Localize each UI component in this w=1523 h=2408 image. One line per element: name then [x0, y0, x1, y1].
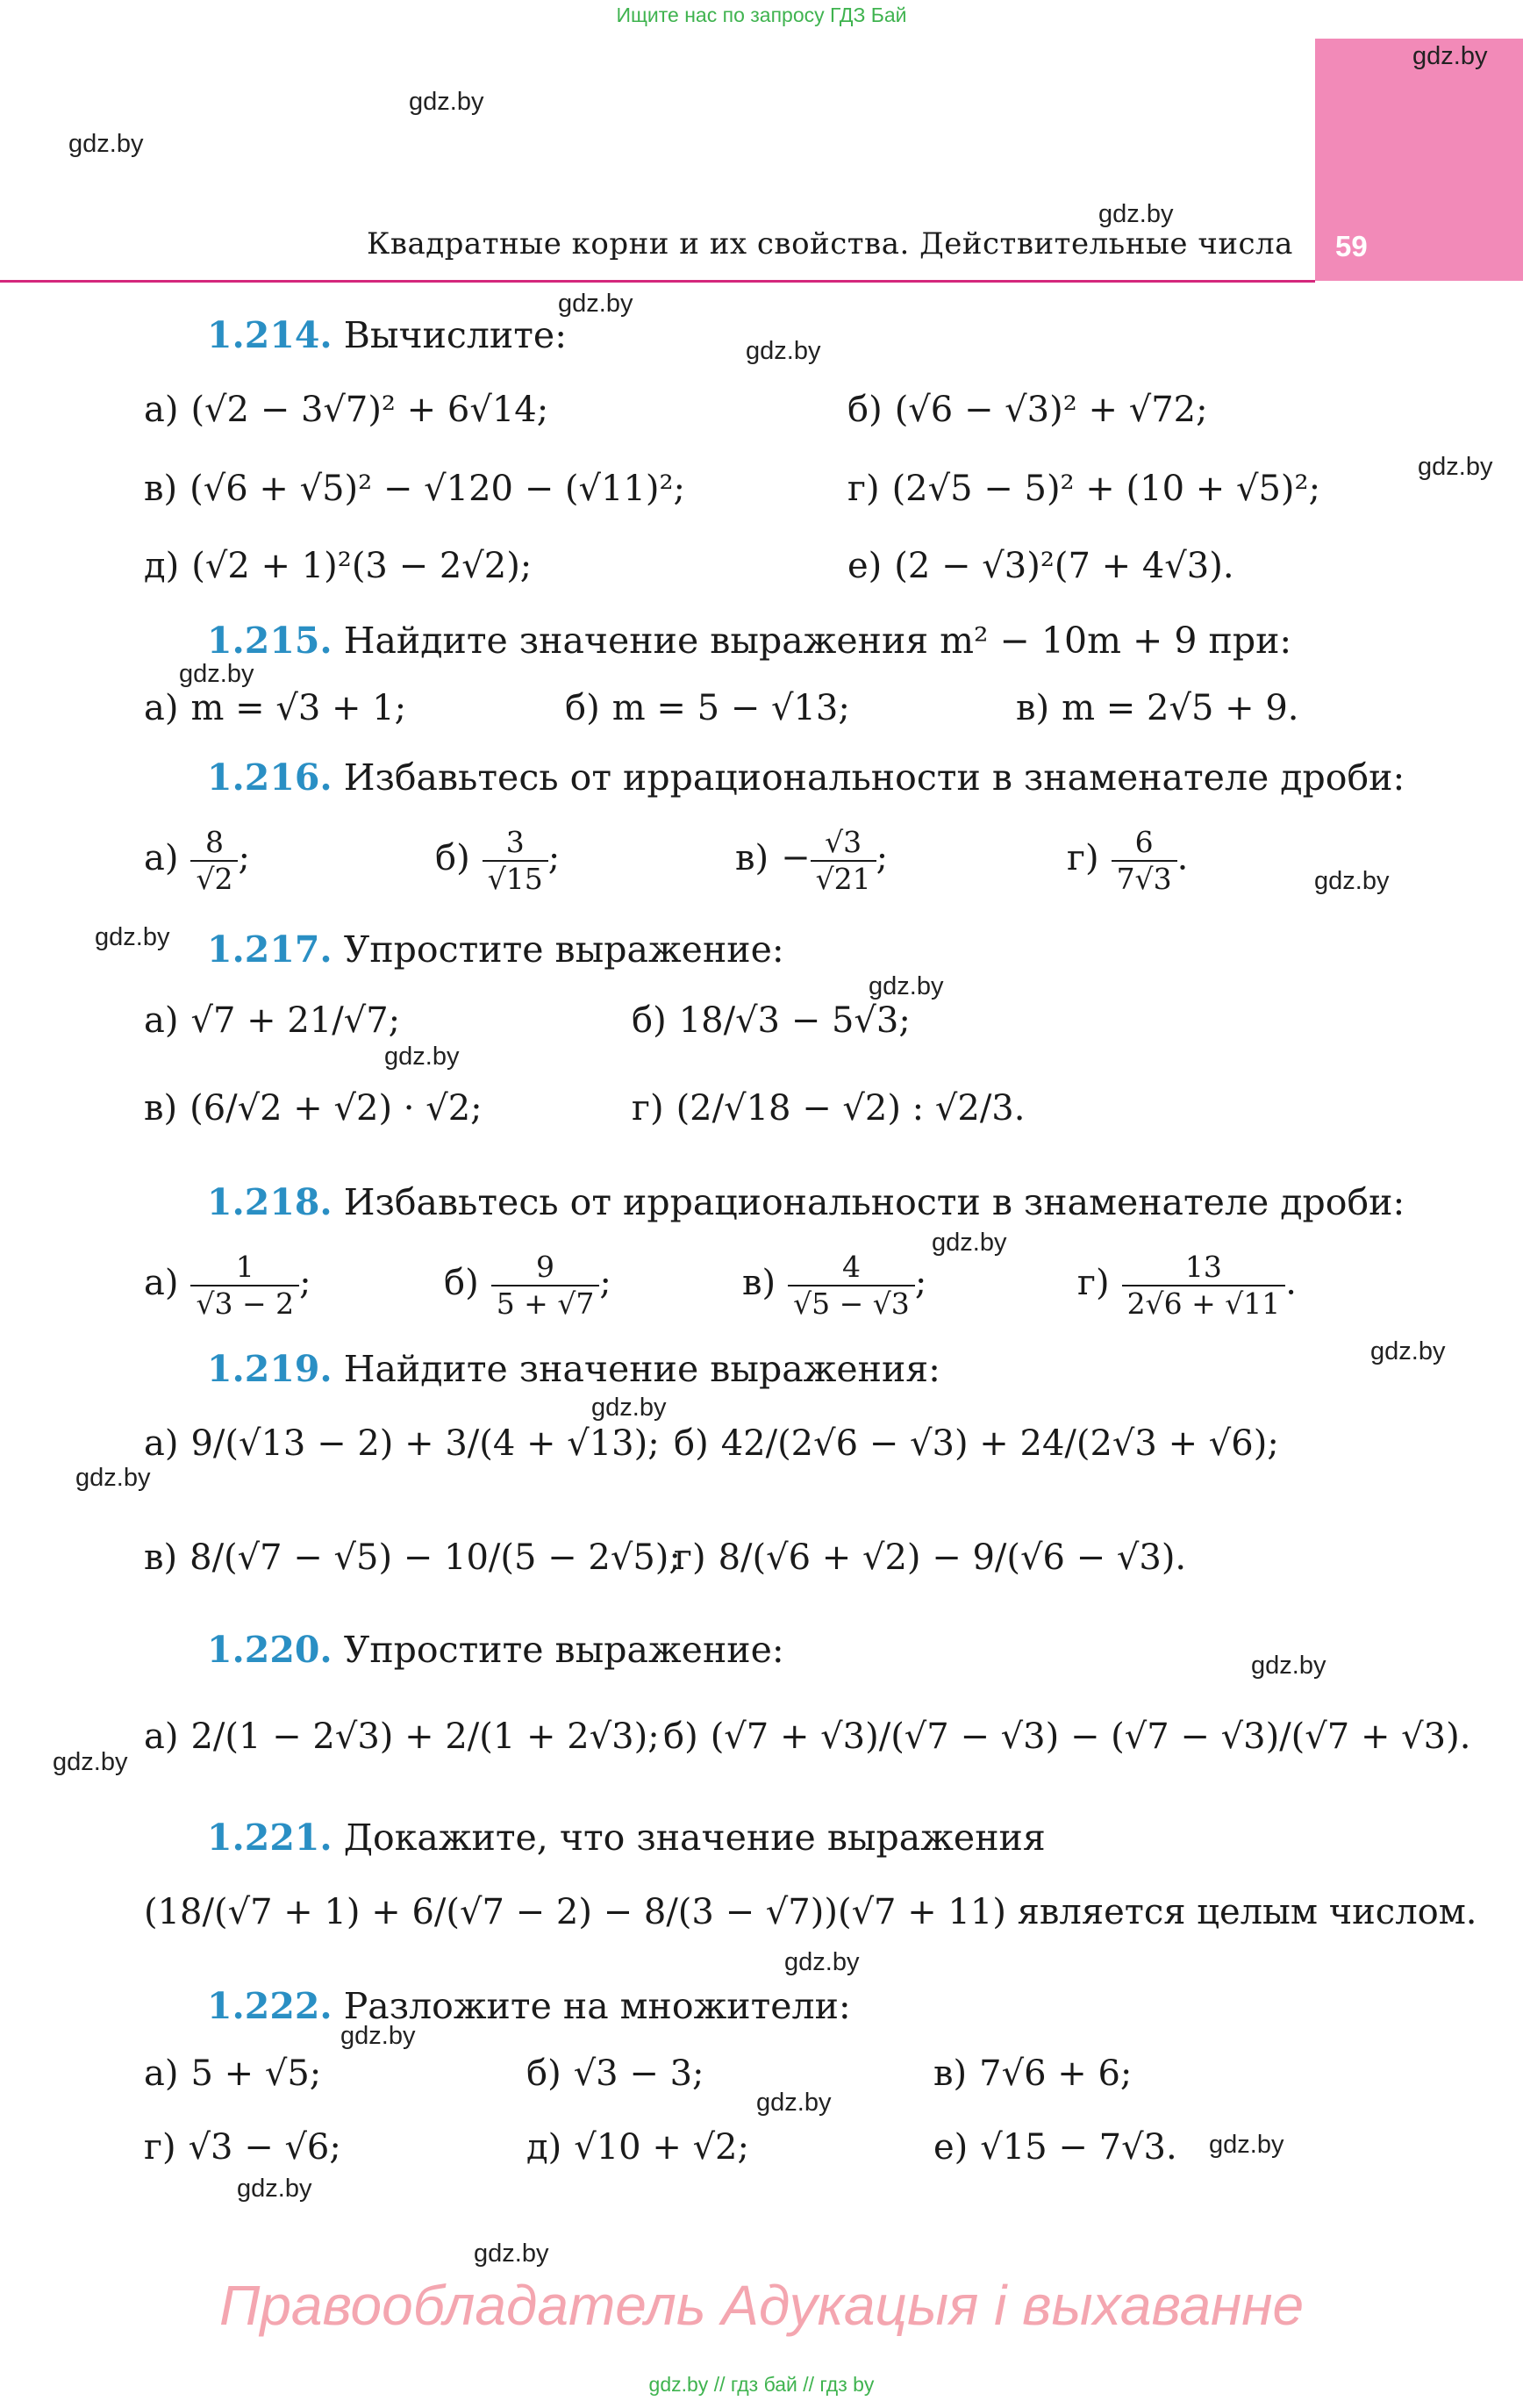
task-item: а) 5 + √5;	[144, 2053, 322, 2094]
task-item: е) √15 − 7√3.	[933, 2127, 1177, 2168]
task-item: (18/(√7 + 1) + 6/(√7 − 2) − 8/(3 − √7))(√7 + 11) является целым числом.	[144, 1892, 1477, 1932]
task-item: б) (√6 − √3)² + √72;	[847, 390, 1208, 430]
top-banner: Ищите нас по запросу ГДЗ Бай	[616, 4, 907, 26]
task-item: в) 7√6 + 6;	[933, 2053, 1133, 2094]
task-heading: 1.216. Избавьтесь от иррациональности в знаменателе дроби:	[207, 756, 1405, 799]
watermark: gdz.by	[591, 1394, 667, 1422]
copyright-notice: Правообладатель Адукацыя і выхаванне	[218, 2274, 1305, 2337]
watermark: gdz.by	[75, 1464, 151, 1492]
watermark: gdz.by	[384, 1043, 460, 1071]
task-item: а) √7 + 21/√7;	[144, 1000, 401, 1041]
task-item: а) $\frac{8}{√2}$ ;	[144, 825, 250, 896]
task-item: в) m = 2√5 + 9.	[1016, 688, 1299, 728]
task-item: г) (2√5 − 5)² + (10 + √5)²;	[847, 469, 1321, 509]
task-item: б) √3 − 3;	[526, 2053, 704, 2094]
watermark: gdz.by	[68, 130, 144, 158]
watermark: gdz.by	[1412, 42, 1488, 70]
task-item: г) $\frac{6}{7√3}$ .	[1067, 825, 1189, 896]
page-number: 59	[1335, 230, 1368, 262]
task-item: а) (√2 − 3√7)² + 6√14;	[144, 390, 549, 430]
task-item: а) $\frac{1}{√3 - 2}$ ;	[144, 1250, 311, 1321]
task-item: г) 8/(√6 + √2) − 9/(√6 − √3).	[674, 1537, 1187, 1578]
task-item: б) $\frac{3}{√15}$ ;	[435, 825, 561, 896]
watermark: gdz.by	[1370, 1337, 1446, 1365]
task-heading: 1.214. Вычислите:	[207, 314, 568, 356]
task-item: в) $\frac{4}{√5 - √3}$ ;	[742, 1250, 927, 1321]
task-item: б) $\frac{9}{5 + √7}$ ;	[444, 1250, 611, 1321]
watermark: gdz.by	[340, 2022, 416, 2050]
task-heading: 1.215. Найдите значение выражения m² − 10m + 9 при:	[207, 620, 1292, 662]
task-item: б) 42/(2√6 − √3) + 24/(2√3 + √6);	[674, 1423, 1279, 1464]
watermark: gdz.by	[784, 1948, 860, 1976]
running-head: Квадратные корни и их свойства. Действительные числа	[367, 226, 1293, 262]
watermark: gdz.by	[1098, 200, 1174, 228]
task-heading: 1.219. Найдите значение выражения:	[207, 1348, 940, 1390]
watermark: gdz.by	[53, 1748, 128, 1776]
task-item: в) 8/(√7 − √5) − 10/(5 − 2√5);	[144, 1537, 681, 1578]
watermark: gdz.by	[237, 2175, 312, 2203]
watermark: gdz.by	[409, 88, 484, 116]
header-rule	[0, 280, 1315, 283]
task-item: а) 9/(√13 − 2) + 3/(4 + √13);	[144, 1423, 660, 1464]
task-item: д) √10 + √2;	[526, 2127, 749, 2168]
task-item: б) m = 5 − √13;	[565, 688, 850, 728]
watermark: gdz.by	[558, 290, 633, 318]
task-heading: 1.218. Избавьтесь от иррациональности в знаменателе дроби:	[207, 1181, 1405, 1223]
watermark: gdz.by	[746, 337, 821, 365]
task-item: а) 2/(1 − 2√3) + 2/(1 + 2√3);	[144, 1716, 660, 1757]
task-item: б) 18/√3 − 5√3;	[632, 1000, 911, 1041]
task-item: г) √3 − √6;	[144, 2127, 341, 2168]
watermark: gdz.by	[869, 972, 944, 1000]
task-heading: 1.217. Упростите выражение:	[207, 928, 784, 971]
task-heading: 1.220. Упростите выражение:	[207, 1629, 784, 1671]
watermark: gdz.by	[179, 660, 254, 688]
watermark: gdz.by	[95, 923, 170, 951]
task-heading: 1.221. Докажите, что значение выражения	[207, 1817, 1046, 1859]
watermark: gdz.by	[756, 2089, 832, 2117]
watermark: gdz.by	[1418, 453, 1493, 481]
task-heading: 1.222. Разложите на множители:	[207, 1985, 851, 2027]
watermark: gdz.by	[474, 2240, 549, 2268]
task-item: в) (6/√2 + √2) · √2;	[144, 1088, 483, 1129]
footer-banner: gdz.by // гдз бай // гдз by	[648, 2373, 875, 2396]
task-item: в) (√6 + √5)² − √120 − (√11)²;	[144, 469, 686, 509]
task-item: д) (√2 + 1)²(3 − 2√2);	[144, 546, 533, 586]
task-item: г) $\frac{13}{2√6 + √11}$ .	[1077, 1250, 1297, 1321]
watermark: gdz.by	[1251, 1652, 1326, 1680]
task-item: г) (2/√18 − √2) : √2/3.	[632, 1088, 1026, 1129]
task-item: б) (√7 + √3)/(√7 − √3) − (√7 − √3)/(√7 + √3).	[663, 1716, 1471, 1757]
watermark: gdz.by	[932, 1229, 1007, 1257]
task-item: а) m = √3 + 1;	[144, 688, 407, 728]
watermark: gdz.by	[1209, 2131, 1284, 2159]
watermark: gdz.by	[1314, 867, 1390, 895]
task-item: е) (2 − √3)²(7 + 4√3).	[847, 546, 1234, 586]
task-item: в) − $\frac{√3}{√21}$ ;	[735, 825, 889, 896]
